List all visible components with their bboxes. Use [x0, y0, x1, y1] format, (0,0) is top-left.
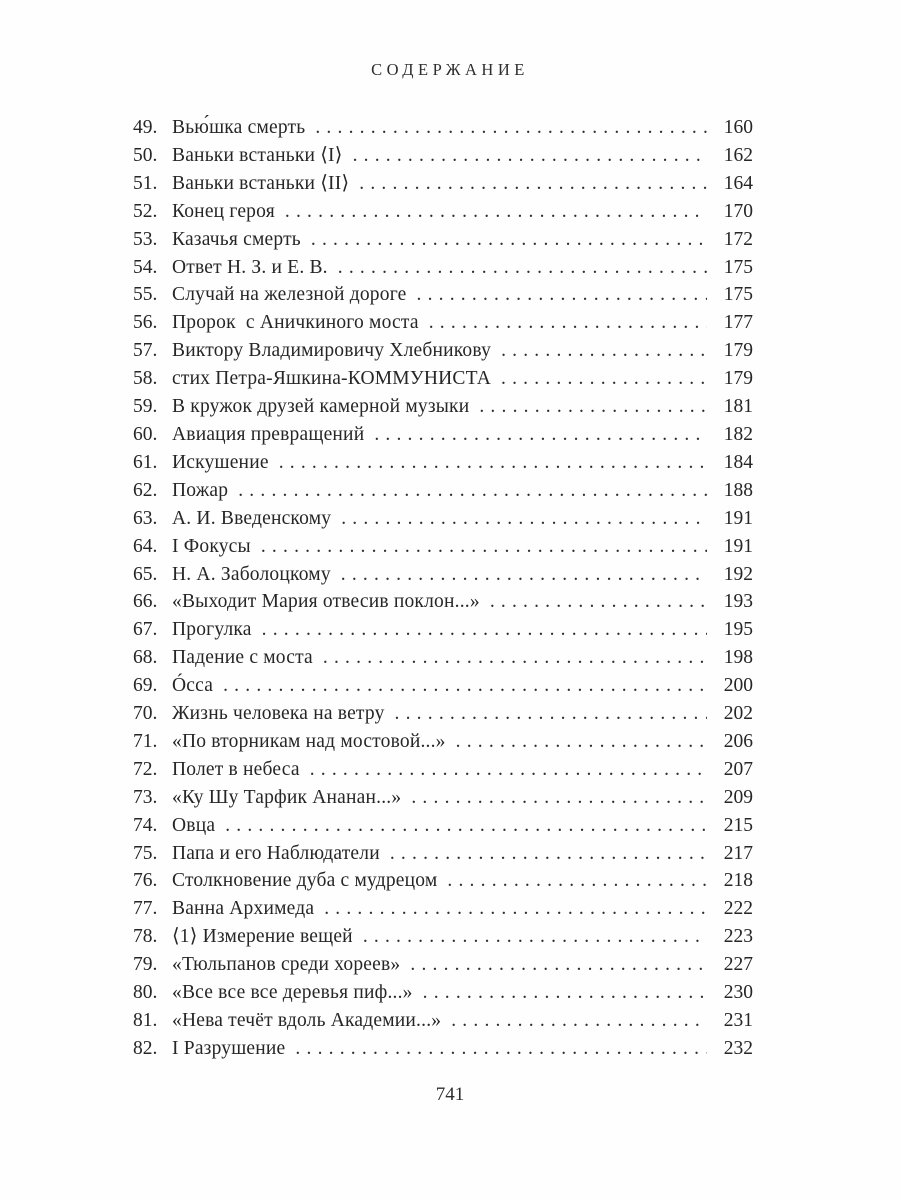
toc-entry-title: Óсса [172, 675, 214, 697]
toc-entry [133, 895, 753, 923]
toc-entry-page: 181 [723, 396, 753, 418]
toc-entry-page: 193 [723, 591, 753, 613]
toc-entry-number: 50. [133, 144, 158, 166]
toc-dot-leader [501, 337, 707, 365]
toc-dot-leader [323, 644, 707, 672]
toc-dot-leader [295, 1035, 707, 1063]
toc-dot-leader [363, 923, 707, 951]
toc-entry-page: 164 [723, 172, 753, 194]
toc-entry-page: 182 [723, 423, 753, 445]
toc-entry-page: 175 [723, 284, 753, 306]
toc-entry-number: 51. [133, 172, 158, 194]
toc-entry-title: Случай на железной дороге [172, 284, 407, 306]
toc-entry [133, 1007, 753, 1035]
toc-entry-number: 75. [133, 842, 158, 864]
toc-entry [133, 784, 753, 812]
toc-entry-number: 65. [133, 563, 158, 585]
toc-list [133, 114, 753, 1063]
toc-entry-title: Пожар [172, 479, 229, 501]
toc-entry-number: 73. [133, 786, 158, 808]
toc-entry-number: 58. [133, 368, 158, 390]
toc-entry [133, 1035, 753, 1063]
toc-entry-title: Жизнь человека на ветру [172, 703, 385, 725]
toc-entry-page: 207 [723, 758, 753, 780]
toc-entry-number: 63. [133, 507, 158, 529]
toc-entry-page: 232 [723, 1037, 753, 1059]
toc-entry-number: 82. [133, 1037, 158, 1059]
toc-entry-number: 69. [133, 675, 158, 697]
toc-dot-leader [262, 616, 707, 644]
toc-entry-number: 49. [133, 117, 158, 138]
toc-entry-title: Конец героя [172, 200, 275, 222]
toc-dot-leader [447, 867, 707, 895]
toc-entry-number: 66. [133, 591, 158, 613]
toc-entry-page: 162 [723, 144, 753, 166]
toc-entry-page: 179 [723, 340, 753, 362]
toc-entry-number: 54. [133, 256, 158, 278]
toc-entry [133, 979, 753, 1007]
toc-dot-leader [390, 840, 707, 868]
toc-entry-title: Ответ Н. З. и Е. В. [172, 256, 328, 278]
toc-dot-leader [423, 979, 707, 1007]
toc-entry-title: «Нева течёт вдоль Академии...» [172, 1010, 442, 1031]
toc-dot-leader [479, 393, 707, 421]
toc-entry [133, 644, 753, 672]
toc-entry [133, 142, 753, 170]
toc-entry-title: Пророк с Аничкиного моста [172, 312, 419, 334]
toc-dot-leader [374, 421, 707, 449]
toc-entry [133, 365, 753, 393]
toc-entry-title: ⟨1⟩ Измерение вещей [172, 926, 353, 948]
toc-entry [133, 812, 753, 840]
toc-entry-title: «Все все все деревья пиф...» [172, 982, 413, 1004]
toc-entry-title: «Ку Шу Тарфик Ананан...» [172, 786, 402, 808]
toc-dot-leader [225, 812, 707, 840]
toc-entry [133, 198, 753, 226]
toc-entry-title: «Тюльпанов среди хореев» [172, 954, 401, 976]
toc-entry-page: 191 [723, 507, 753, 529]
toc-entry-page: 184 [723, 451, 753, 473]
toc-entry-number: 59. [133, 396, 158, 418]
toc-entry-number: 64. [133, 535, 158, 557]
toc-entry-number: 70. [133, 703, 158, 725]
toc-entry [133, 867, 753, 895]
toc-dot-leader [324, 895, 707, 923]
toc-entry-number: 61. [133, 451, 158, 473]
toc-entry-title: Ваньки встаньки ⟨I⟩ [172, 144, 343, 166]
toc-entry-number: 53. [133, 228, 158, 250]
toc-entry [133, 505, 753, 533]
toc-entry-title: Папа и его Наблюдатели [172, 842, 380, 864]
toc-entry-number: 56. [133, 312, 158, 334]
toc-entry-number: 71. [133, 730, 158, 752]
toc-entry-page: 223 [723, 926, 753, 948]
toc-dot-leader [417, 281, 708, 309]
toc-entry [133, 309, 753, 337]
toc-entry-title: Падение с моста [172, 647, 313, 669]
toc-entry-number: 60. [133, 423, 158, 445]
toc-entry-page: 195 [723, 619, 753, 641]
toc-dot-leader [429, 309, 707, 337]
toc-entry-title: В кружок друзей камерной музыки [172, 396, 470, 418]
toc-entry-title: Виктору Владимировичу Хлебникову [172, 340, 492, 362]
toc-dot-leader [338, 254, 707, 282]
toc-entry-number: 77. [133, 898, 158, 920]
toc-dot-leader [341, 505, 707, 533]
toc-entry-title: Авиация превращений [172, 423, 365, 445]
toc-entry-page: 191 [723, 535, 753, 557]
toc-dot-leader [501, 365, 707, 393]
toc-dot-leader [456, 728, 707, 756]
toc-entry [133, 588, 753, 616]
toc-entry-number: 81. [133, 1010, 158, 1031]
toc-entry-title: I Разрушение [172, 1037, 286, 1059]
toc-dot-leader [279, 449, 707, 477]
toc-entry-title: стих Петра-Яшкина-КОММУНИСТА [172, 368, 492, 390]
toc-entry-number: 74. [133, 814, 158, 836]
toc-entry-page: 175 [723, 256, 753, 278]
toc-entry [133, 533, 753, 561]
toc-entry-page: 231 [723, 1010, 753, 1031]
toc-entry [133, 170, 753, 198]
toc-entry-page: 188 [723, 479, 753, 501]
toc-dot-leader [310, 756, 707, 784]
toc-entry-page: 217 [723, 842, 753, 864]
toc-entry [133, 756, 753, 784]
toc-entry-page: 209 [723, 786, 753, 808]
toc-entry-title: Овца [172, 814, 216, 836]
toc-entry [133, 561, 753, 589]
toc-entry [133, 393, 753, 421]
toc-entry-number: 68. [133, 647, 158, 669]
contents-heading: СОДЕРЖАНИЕ [371, 60, 529, 79]
toc-entry-page: 218 [723, 870, 753, 892]
toc-dot-leader [353, 142, 707, 170]
toc-entry [133, 700, 753, 728]
toc-entry-page: 192 [723, 563, 753, 585]
toc-dot-leader [490, 588, 707, 616]
toc-entry [133, 421, 753, 449]
toc-entry [133, 281, 753, 309]
toc-dot-leader [238, 477, 707, 505]
toc-entry-page: 230 [723, 982, 753, 1004]
toc-entry [133, 951, 753, 979]
toc-entry-number: 72. [133, 758, 158, 780]
toc-entry-page: 215 [723, 814, 753, 836]
toc-entry-page: 179 [723, 368, 753, 390]
toc-entry [133, 923, 753, 951]
toc-entry-number: 62. [133, 479, 158, 501]
toc-entry-page: 202 [723, 703, 753, 725]
toc-entry-number: 55. [133, 284, 158, 306]
toc-dot-leader [311, 226, 707, 254]
toc-entry-title: Вью́шка смерть [172, 117, 306, 138]
toc-entry-page: 206 [723, 730, 753, 752]
toc-entry-page: 160 [723, 117, 753, 138]
toc-entry-title: Полет в небеса [172, 758, 300, 780]
toc-dot-leader [223, 672, 707, 700]
folio-page-number: 741 [435, 1084, 465, 1105]
toc-dot-leader [261, 533, 707, 561]
toc-entry-page: 170 [723, 200, 753, 222]
toc-entry-title: «Выходит Мария отвесив поклон...» [172, 591, 480, 613]
toc-entry-number: 80. [133, 982, 158, 1004]
toc-entry-title: Ванна Архимеда [172, 898, 315, 920]
toc-dot-leader [451, 1007, 707, 1035]
toc-dot-leader [395, 700, 707, 728]
toc-entry-title: А. И. Введенскому [172, 507, 332, 529]
toc-entry [133, 840, 753, 868]
toc-dot-leader [341, 561, 707, 589]
toc-entry-page: 177 [723, 312, 753, 334]
toc-entry-title: Н. А. Заболоцкому [172, 563, 331, 585]
toc-entry-number: 57. [133, 340, 158, 362]
toc-entry [133, 477, 753, 505]
toc-entry-title: Ваньки встаньки ⟨II⟩ [172, 172, 350, 194]
toc-entry [133, 254, 753, 282]
toc-entry-title: Прогулка [172, 619, 252, 641]
toc-entry-title: I Фокусы [172, 535, 251, 557]
toc-entry-title: Казачья смерть [172, 228, 301, 250]
toc-entry [133, 449, 753, 477]
toc-dot-leader [410, 951, 707, 979]
toc-entry-number: 78. [133, 926, 158, 948]
toc-dot-leader [315, 114, 707, 142]
toc-entry-number: 79. [133, 954, 158, 976]
toc-entry-page: 227 [723, 954, 753, 976]
toc-entry [133, 226, 753, 254]
toc-entry [133, 616, 753, 644]
toc-entry [133, 672, 753, 700]
toc-entry-page: 200 [723, 675, 753, 697]
toc-entry-number: 67. [133, 619, 158, 641]
toc-entry-title: «По вторникам над мостовой...» [172, 730, 446, 752]
toc-dot-leader [411, 784, 707, 812]
toc-entry-title: Столкновение дуба с мудрецом [172, 870, 438, 892]
toc-dot-leader [359, 170, 707, 198]
toc-entry-page: 222 [723, 898, 753, 920]
toc-dot-leader [285, 198, 707, 226]
toc-entry-number: 52. [133, 200, 158, 222]
toc-entry-page: 198 [723, 647, 753, 669]
toc-entry-title: Искушение [172, 451, 269, 473]
toc-entry-number: 76. [133, 870, 158, 892]
toc-entry [133, 114, 753, 142]
toc-entry-page: 172 [723, 228, 753, 250]
toc-entry [133, 337, 753, 365]
toc-entry [133, 728, 753, 756]
